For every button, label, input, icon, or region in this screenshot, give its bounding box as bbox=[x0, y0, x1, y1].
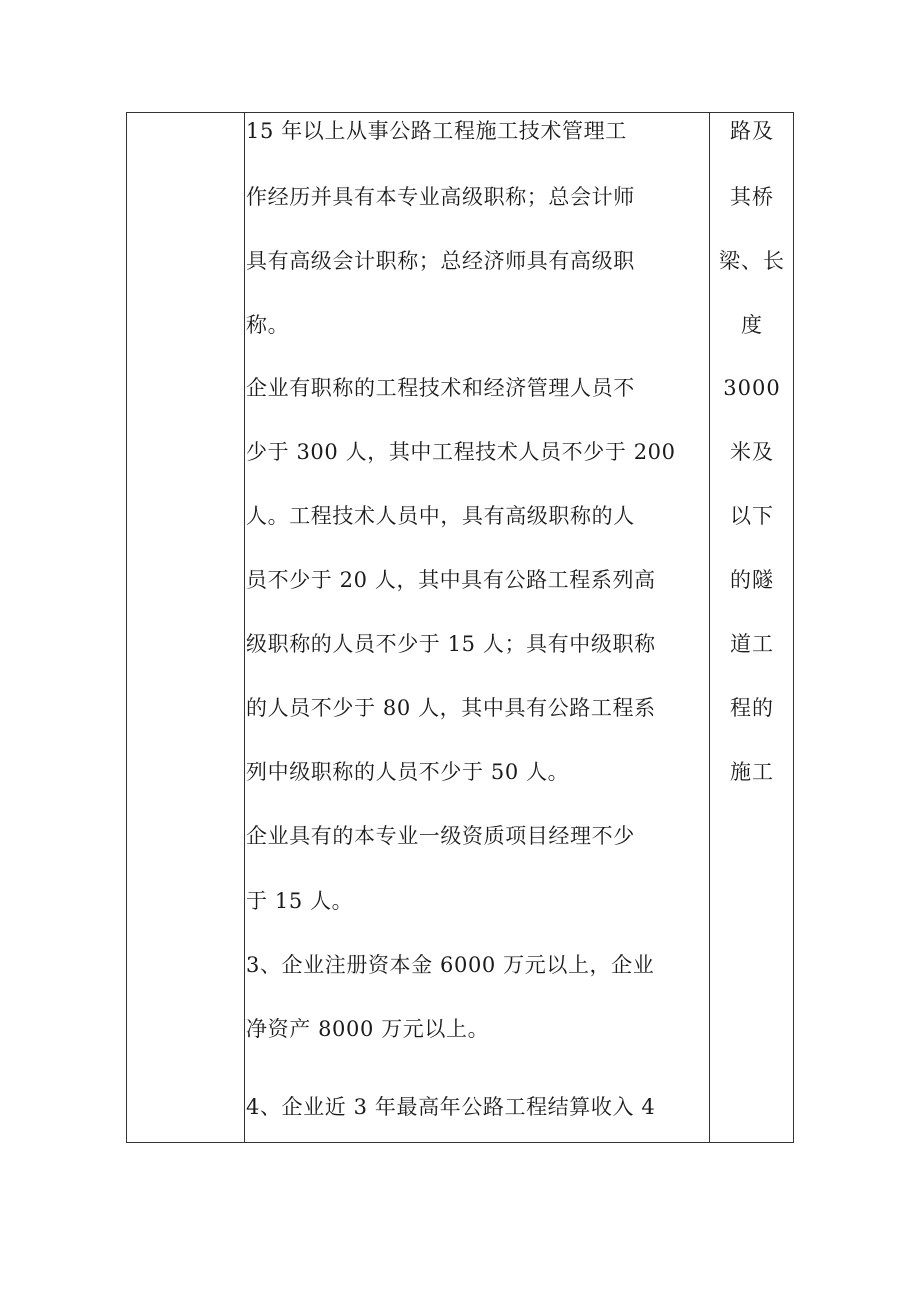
scope-line: 其桥 bbox=[730, 185, 774, 209]
requirement-line: 3、企业注册资本金 6000 万元以上，企业 bbox=[246, 953, 655, 977]
requirement-line: 企业具有的本专业一级资质项目经理不少 bbox=[246, 824, 635, 848]
scope-line: 3000 bbox=[723, 376, 781, 400]
requirement-line: 的人员不少于 80 人，其中具有公路工程系 bbox=[246, 696, 656, 720]
requirement-line: 人。工程技术人员中，具有高级职称的人 bbox=[246, 504, 635, 528]
column-divider bbox=[244, 113, 245, 1142]
requirement-line: 列中级职称的人员不少于 50 人。 bbox=[246, 760, 570, 784]
scope-line: 道工 bbox=[730, 632, 774, 656]
requirement-line: 于 15 人。 bbox=[246, 889, 354, 913]
requirement-line: 企业有职称的工程技术和经济管理人员不 bbox=[246, 376, 635, 400]
scope-line: 程的 bbox=[730, 696, 774, 720]
qualification-table bbox=[126, 112, 794, 1143]
scope-line: 度 bbox=[741, 313, 763, 337]
requirement-line: 员不少于 20 人，其中具有公路工程系列高 bbox=[246, 568, 656, 592]
scope-line: 梁、长 bbox=[719, 249, 785, 273]
requirement-line: 具有高级会计职称；总经济师具有高级职 bbox=[246, 249, 635, 273]
requirement-line: 4、企业近 3 年最高年公路工程结算收入 4 bbox=[246, 1095, 656, 1119]
requirement-line: 净资产 8000 万元以上。 bbox=[246, 1017, 490, 1041]
requirement-line: 作经历并具有本专业高级职称；总会计师 bbox=[246, 185, 635, 209]
scope-line: 以下 bbox=[730, 504, 774, 528]
scope-line: 的隧 bbox=[730, 568, 774, 592]
requirement-line: 称。 bbox=[246, 313, 290, 337]
scope-line: 米及 bbox=[730, 440, 774, 464]
scope-line: 路及 bbox=[730, 119, 774, 143]
scope-line: 施工 bbox=[730, 760, 774, 784]
requirement-line: 少于 300 人，其中工程技术人员不少于 200 bbox=[246, 440, 676, 464]
requirement-line: 级职称的人员不少于 15 人；具有中级职称 bbox=[246, 632, 656, 656]
requirement-line: 15 年以上从事公路工程施工技术管理工 bbox=[246, 119, 627, 143]
